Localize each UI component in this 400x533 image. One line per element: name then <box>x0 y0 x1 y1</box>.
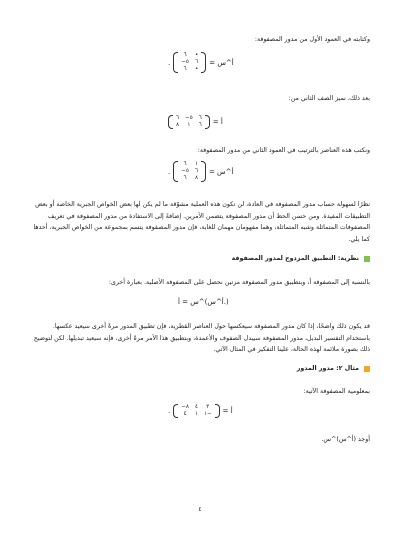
matrix-cell: ١ <box>194 161 198 167</box>
matrix-cell: ٨ <box>176 122 180 128</box>
paragraph-3: قد يكون ذلك واضحًا، إذا كان مدور المصفوفة سيعكسها حول العناصر القطرية، فإن تطبيق المدور مرةً أخرى سيعيد عكسها. باستخدام التفسير البديل، مدور المصفوفة سيبدل الصفوف والأعمدة، وبتطبيق هذا الأمر مرةً أخرى، فإنه سيعيد تبديلها. لكن لتوضيح ذلك بصورة ملائمة لهذه الحالة، علينا التفكير في المثال الآتي. <box>33 323 370 353</box>
equation-3 <box>168 161 233 182</box>
matrix-cell: ٤ <box>194 404 198 410</box>
matrix-cell: ٦ <box>183 175 187 181</box>
example-title: مثال ٢: مدور المدور <box>296 365 359 372</box>
matrix-cell: ٤ <box>183 411 187 417</box>
text-line-4: بمعلومية المصفوفة الآتية: <box>303 388 370 395</box>
equation-lhs: أ^س = <box>209 58 234 67</box>
matrix-cell: ٥− <box>185 115 193 121</box>
equation-5 <box>168 404 233 418</box>
matrix-cell: ٦ <box>183 52 187 58</box>
matrix-cell: ٦ <box>183 66 187 72</box>
matrix-cell: ٥− <box>181 59 189 65</box>
text-line-2: بعد ذلك، نميز الصف الثاني من: <box>288 95 370 102</box>
matrix-cell: ٨ <box>194 175 198 181</box>
text-line-1: وكتابته في العمود الأول من مدور المصفوفة: <box>254 36 370 43</box>
paragraph-2: بالنسبة إلى المصفوفة أ، وبتطبيق مدور المصفوفة مرتين نحصل على المصفوفة الأصلية. بعبارة أخرى: <box>108 279 370 286</box>
matrix-cell: ٦ <box>198 115 202 121</box>
matrix-cell: ٨− <box>181 404 189 410</box>
matrix-transpose <box>173 161 206 182</box>
equation-1 <box>168 52 234 73</box>
matrix-cell: ٦ <box>194 168 198 174</box>
matrix-cell: −١ <box>203 411 212 417</box>
equation-tail: . <box>168 58 171 67</box>
matrix-cell: ٦ <box>183 161 187 167</box>
equation-tail: . <box>168 407 171 415</box>
matrix-cell: ٦ <box>198 122 202 128</box>
matrix-cell: ٣ <box>206 404 210 410</box>
document-page <box>28 0 370 533</box>
matrix-a <box>168 115 210 129</box>
matrix-transpose-partial <box>173 52 206 73</box>
text-line-3: ونكتب هذه العناصر بالترتيب في العمود الثاني من مدور المصفوفة: <box>197 147 370 154</box>
matrix-cell: ٦ <box>176 115 180 121</box>
equation-text: أ^س)^س = أ.) <box>178 298 229 306</box>
equation-lhs: أ^س = <box>208 167 234 176</box>
equation-4 <box>178 298 229 306</box>
equation-lhs: أ = <box>222 407 233 415</box>
matrix-cell: • <box>194 52 199 58</box>
equation-2 <box>168 115 223 129</box>
theorem-title: نظرية: التطبيق المزدوج لمدور المصفوفة <box>231 255 359 262</box>
orange-square-icon <box>364 366 370 372</box>
paragraph-1: نظرًا لسهولة حساب مدور المصفوفة في العادة، لن تكون هذه العملية مشوّقة ما لم يكن لها بعض الخواص الجبرية الخاصة أو بعض التطبيقات المفيدة. ومن حسن الحظ أن مدور المصفوفة يتضمن الأمرين. إضافةً إلى الاستفادة من مدور المصفوفة في تعريف المصفوفات المتماثلة وشبه المتماثلة، وهما مفهومان مهمان للغاية، فإن مدور المصفوفة يتسم بمجموعة من الخواص الجبرية، أحدها كما يلي. <box>33 201 370 243</box>
matrix-cell: • <box>194 66 199 72</box>
theorem-heading <box>232 255 370 262</box>
equation-tail: . <box>168 167 171 176</box>
page-number: ٤ <box>198 506 202 513</box>
equation-lhs: أ = <box>212 118 223 126</box>
example-heading <box>297 365 370 372</box>
matrix-a <box>173 404 219 418</box>
matrix-cell: ١ <box>187 122 191 128</box>
matrix-cell: ١ <box>194 411 198 417</box>
green-square-icon <box>364 256 370 262</box>
matrix-cell: ٥− <box>181 168 189 174</box>
matrix-cell: ٦ <box>195 59 199 65</box>
text-line-5: أوجد (أ^س)^س. <box>321 436 370 443</box>
